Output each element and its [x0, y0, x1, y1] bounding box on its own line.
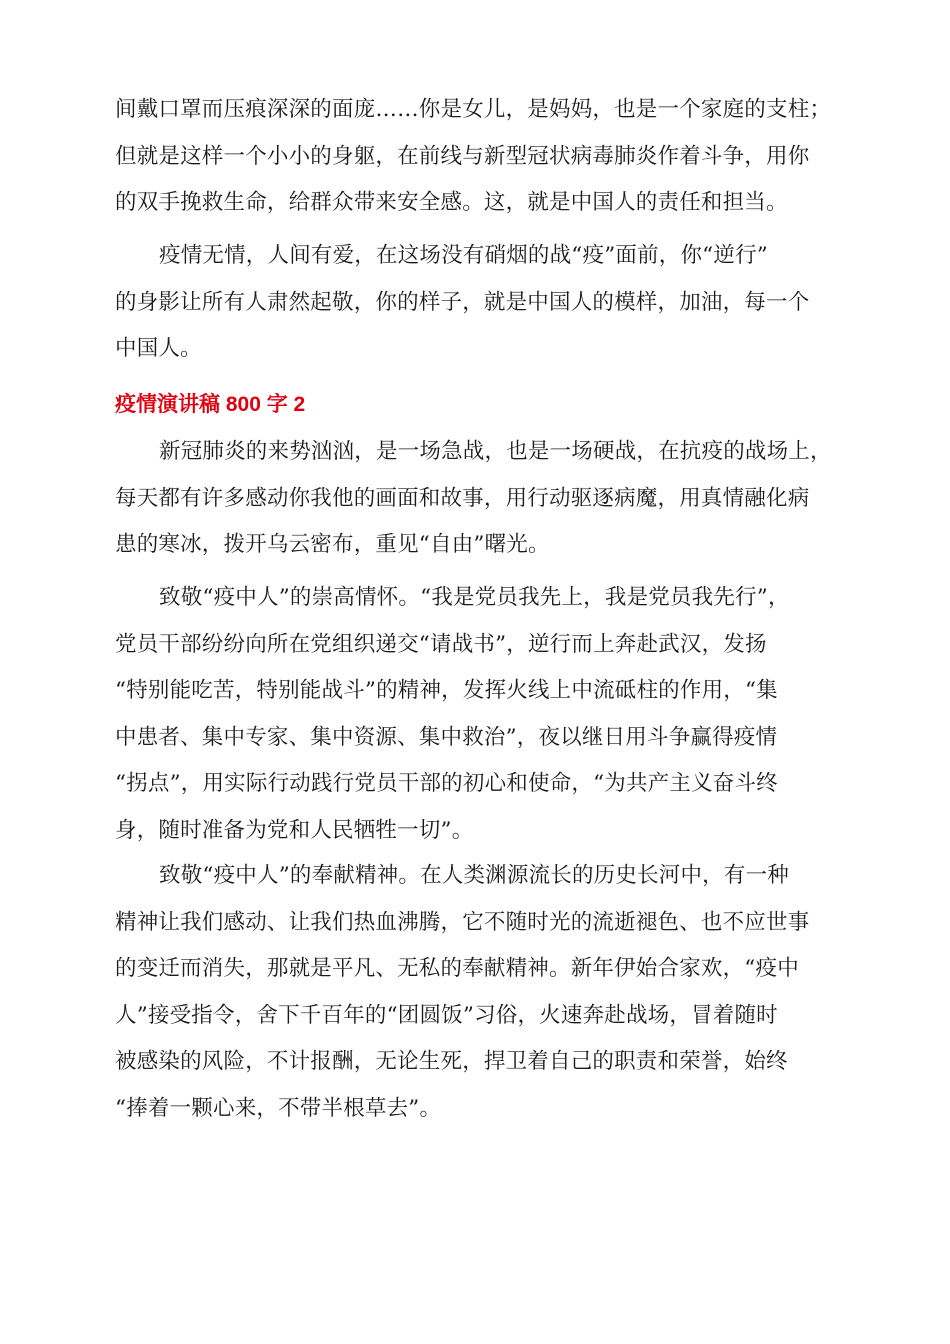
- paragraph-line: 党员干部纷纷向所在党组织递交“请战书”，逆行而上奔赴武汉，发扬: [115, 631, 767, 657]
- paragraph-line: 的身影让所有人肃然起敬，你的样子，就是中国人的模样，加油，每一个: [115, 289, 810, 315]
- paragraph-line: 身，随时准备为党和人民牺牲一切”。: [115, 817, 474, 843]
- paragraph-1: [115, 87, 835, 227]
- paragraph-line: 的双手挽救生命，给群众带来安全感。这，就是中国人的责任和担当。: [115, 190, 788, 215]
- paragraph-line: 疫情无情，人间有爱，在这场没有硝烟的战“疫”面前，你“逆行”: [159, 243, 768, 268]
- paragraph-line: 人”接受指令，舍下千百年的“团圆饭”习俗，火速奔赴战场，冒着随时: [115, 1002, 778, 1028]
- paragraph-line: 每天都有许多感动你我他的画面和故事，用行动驱逐病魔，用真情融化病: [115, 485, 810, 511]
- paragraph-4: [115, 575, 835, 854]
- paragraph-line: 中国人。: [115, 336, 202, 361]
- paragraph-line: “特别能吃苦，特别能战斗”的精神，发挥火线上中流砥柱的作用，“集: [115, 678, 778, 703]
- paragraph-line: 但就是这样一个小小的身躯，在前线与新型冠状病毒肺炎作着斗争，用你: [115, 143, 810, 169]
- paragraph-5: [115, 853, 835, 1132]
- paragraph-line: 间戴口罩而压痕深深的面庞……你是女儿，是妈妈，也是一个家庭的支柱；: [115, 97, 832, 122]
- paragraph-line: 中患者、集中专家、集中资源、集中救治”，夜以继日用斗争赢得疫情: [115, 724, 778, 750]
- paragraph-line: “捧着一颗心来，不带半根草去”。: [115, 1095, 442, 1121]
- paragraph-line: 新冠肺炎的来势汹汹，是一场急战，也是一场硬战，在抗疫的战场上，: [159, 439, 832, 464]
- paragraph-line: 精神让我们感动、让我们热血沸腾，它不随时光的流逝褪色、也不应世事: [115, 909, 810, 935]
- paragraph-line: 被感染的风险，不计报酬，无论生死，捍卫着自己的职责和荣誉，始终: [115, 1049, 788, 1074]
- paragraph-2: [115, 233, 835, 373]
- paragraph-line: “拐点”，用实际行动践行党员干部的初心和使命，“为共产主义奋斗终: [115, 771, 778, 796]
- paragraph-line: 的变迁而消失，那就是平凡、无私的奉献精神。新年伊始合家欢，“疫中: [115, 956, 799, 981]
- paragraph-line: 致敬“疫中人”的奉献精神。在人类渊源流长的历史长河中，有一种: [159, 863, 789, 888]
- paragraph-3: [115, 429, 835, 569]
- paragraph-line: 患的寒冰，拨开乌云密布，重见“自由”曙光。: [115, 532, 550, 557]
- section-heading: 疫情演讲稿 800 字 2: [115, 393, 306, 416]
- paragraph-line: 致敬“疫中人”的崇高情怀。“我是党员我先上，我是党员我先行”，: [159, 585, 790, 610]
